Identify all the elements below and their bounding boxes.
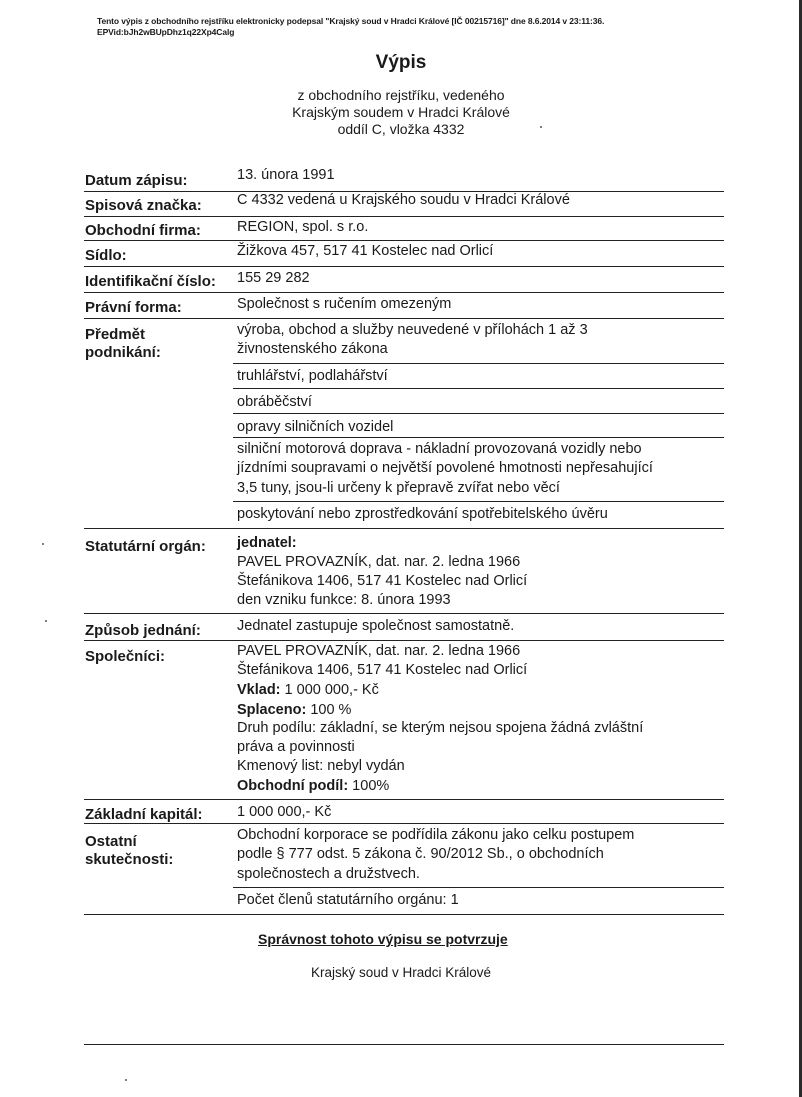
electronic-signature-note (97, 16, 604, 38)
ostatni-label-line-2: skutečnosti: (85, 851, 174, 868)
spolecnici-label: Společníci: (85, 648, 166, 665)
ostatni-label-line-1: Ostatní (85, 833, 137, 850)
zpusob-jednani-label: Způsob jednání: (85, 622, 201, 639)
splaceno-line (237, 701, 351, 719)
predmet-item-5-line-3: 3,5 tuny, jsou-li určeny k přepravě zvířat nebo věcí (237, 480, 560, 496)
ico-label: Identifikační číslo: (85, 273, 216, 290)
statutarni-organ-name: PAVEL PROVAZNÍK, dat. nar. 2. ledna 1966 (237, 554, 521, 570)
obchodni-podil-label: Obchodní podíl: (237, 778, 349, 794)
epvid-line: EPVid:bJh2wBUpDhz1q22Xp4Calg (97, 27, 235, 37)
spisova-znacka-value: C 4332 vedená u Krajského soudu v Hradci Králové (237, 192, 570, 208)
predmet-item-1-line-1: výroba, obchod a služby neuvedené v přílohách 1 až 3 (237, 322, 588, 338)
confirmation-statement: Správnost tohoto výpisu se potvrzuje (258, 931, 508, 947)
predmet-item-6: poskytování nebo zprostředkování spotřebitelského úvěru (237, 506, 608, 522)
divider (84, 613, 724, 614)
divider (84, 240, 724, 241)
ostatni-item-1-line-3: společnostech a družstvech. (237, 866, 420, 882)
predmet-label-line-2: podnikání: (85, 344, 161, 361)
divider (84, 318, 724, 319)
divider (84, 266, 724, 267)
signature-note-line: Tento výpis z obchodního rejstříku elektronicky podepsal "Krajský soud v Hradci Králové [IČ 00215716]" dne 8.6.2014 v 23:11:36. (97, 16, 605, 26)
divider (233, 413, 724, 414)
splaceno-value: 100 % (306, 702, 352, 718)
predmet-label-line-1: Předmět (85, 326, 146, 343)
divider (84, 823, 724, 824)
divider (233, 437, 724, 438)
ico-value: 155 29 282 (237, 270, 310, 286)
obchodni-firma-label: Obchodní firma: (85, 222, 201, 239)
obchodni-firma-value: REGION, spol. s r.o. (237, 219, 369, 235)
predmet-item-4: opravy silničních vozidel (237, 419, 394, 435)
scan-speck (42, 543, 44, 545)
obchodni-podil-line (237, 777, 389, 795)
vklad-line (237, 681, 379, 699)
sidlo-value: Žižkova 457, 517 41 Kostelec nad Orlicí (237, 243, 494, 259)
divider (84, 914, 724, 915)
ostatni-item-1-line-1: Obchodní korporace se podřídila zákonu jako celku postupem (237, 827, 635, 843)
druh-podilu-line-2: práva a povinnosti (237, 739, 355, 755)
predmet-item-3: obráběčství (237, 394, 312, 410)
predmet-item-5-line-1: silniční motorová doprava - nákladní provozovaná vozidly nebo (237, 441, 642, 457)
document-title: Výpis (375, 52, 427, 73)
divider (233, 887, 724, 888)
divider (84, 528, 724, 529)
obchodni-podil-value: 100% (348, 778, 390, 794)
spolecnik-address: Štefánikova 1406, 517 41 Kostelec nad Orlicí (237, 662, 528, 678)
zpusob-jednani-value: Jednatel zastupuje společnost samostatně. (237, 618, 515, 634)
statutarni-organ-since: den vzniku funkce: 8. února 1993 (237, 592, 451, 608)
divider (84, 799, 724, 800)
signature-line (84, 1044, 724, 1045)
scan-speck (45, 620, 47, 622)
sidlo-label: Sídlo: (85, 247, 127, 264)
druh-podilu-line-1: Druh podílu: základní, se kterým nejsou spojena žádná zvláštní (237, 720, 644, 736)
issuing-court: Krajský soud v Hradci Králové (310, 965, 492, 980)
document-subtitle (0, 87, 802, 138)
scan-speck (540, 126, 542, 128)
pravni-forma-label: Právní forma: (85, 299, 182, 316)
zakladni-kapital-label: Základní kapitál: (85, 806, 203, 823)
divider (233, 501, 724, 502)
subtitle-line-3: oddíl C, vložka 4332 (337, 121, 465, 137)
divider (233, 363, 724, 364)
spisova-znacka-label: Spisová značka: (85, 197, 202, 214)
datum-zapisu-label: Datum zápisu: (85, 172, 188, 189)
divider (84, 216, 724, 217)
kmenovy-list: Kmenový list: nebyl vydán (237, 758, 405, 774)
subtitle-line-1: z obchodního rejstříku, vedeného (297, 87, 505, 103)
datum-zapisu-value: 13. února 1991 (237, 167, 335, 183)
predmet-item-1-line-2: živnostenského zákona (237, 341, 388, 357)
vklad-label: Vklad: (237, 682, 281, 698)
predmet-item-2: truhlářství, podlahářství (237, 368, 388, 384)
divider (233, 388, 724, 389)
divider (84, 640, 724, 641)
statutarni-organ-role: jednatel: (237, 535, 297, 551)
predmet-item-5-line-2: jízdními soupravami o největší povolené hmotnosti nepřesahující (237, 460, 653, 476)
scan-speck (125, 1079, 127, 1081)
ostatni-item-2: Počet členů statutárního orgánu: 1 (237, 892, 459, 908)
statutarni-organ-address: Štefánikova 1406, 517 41 Kostelec nad Orlicí (237, 573, 528, 589)
pravni-forma-value: Společnost s ručením omezeným (237, 296, 452, 312)
ostatni-item-1-line-2: podle § 777 odst. 5 zákona č. 90/2012 Sb., o obchodních (237, 846, 604, 862)
vklad-value: 1 000 000,- Kč (280, 682, 379, 698)
spolecnik-name: PAVEL PROVAZNÍK, dat. nar. 2. ledna 1966 (237, 643, 521, 659)
splaceno-label: Splaceno: (237, 702, 307, 718)
divider (84, 292, 724, 293)
statutarni-organ-label: Statutární orgán: (85, 538, 206, 555)
subtitle-line-2: Krajským soudem v Hradci Králové (292, 104, 510, 120)
zakladni-kapital-value: 1 000 000,- Kč (237, 804, 332, 820)
